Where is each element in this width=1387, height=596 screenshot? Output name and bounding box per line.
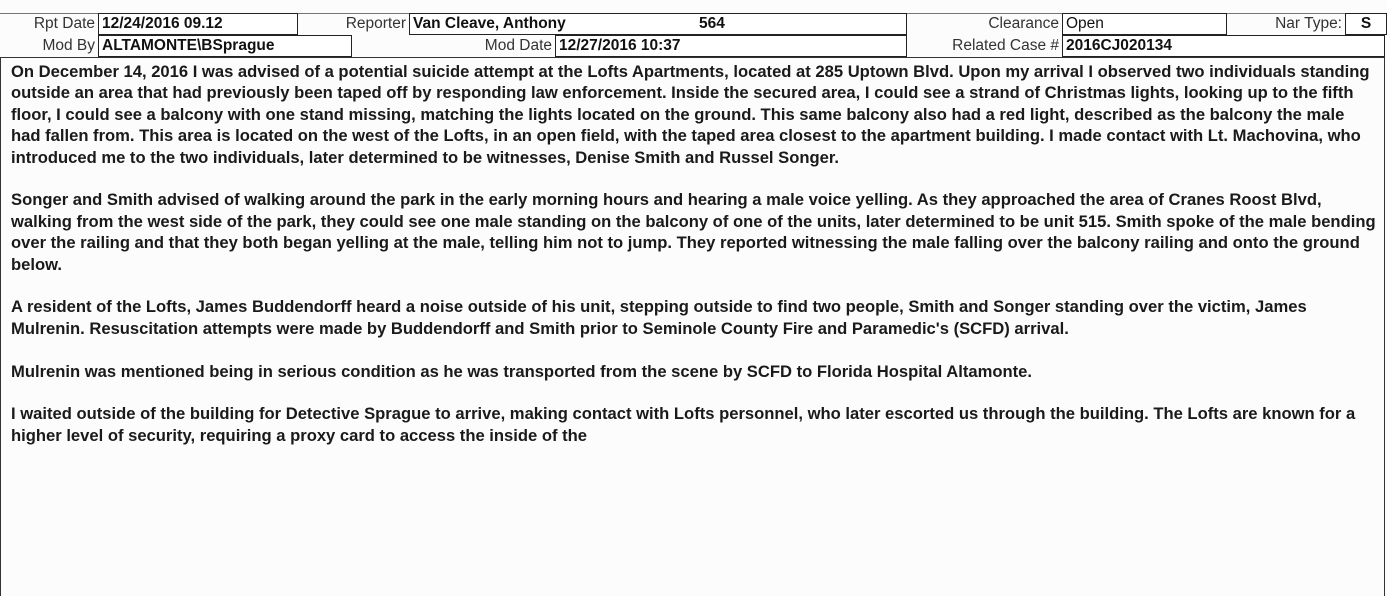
reporter-label: Reporter bbox=[345, 15, 406, 32]
narrative-text-box bbox=[0, 57, 1385, 596]
reporter-field bbox=[409, 13, 907, 35]
nar-type-label: Nar Type: bbox=[1275, 15, 1342, 32]
narrative-paragraph: Mulrenin was mentioned being in serious condition as he was transported from the scene by SCFD to Florida Hospital Altamonte. bbox=[11, 361, 1032, 381]
rpt-date-label: Rpt Date bbox=[33, 15, 95, 32]
mod-by-label: Mod By bbox=[42, 37, 95, 54]
mod-by-field: ALTAMONTE\BSprague bbox=[98, 35, 352, 57]
mod-date-label: Mod Date bbox=[484, 37, 552, 54]
reporter-id: 564 bbox=[699, 15, 725, 32]
narrative-paragraph: On December 14, 2016 I was advised of a potential suicide attempt at the Lofts Apartments, located at 285 Uptown Blvd. Upon my arrival I observed two individuals standing outside an area that had previously been taped off by responding law enforcement. Inside the secured area, I could see a strand of Christmas lights, looking up to the fifth floor, I could see a balcony with one stand missing, matching the lights located on the ground. This same balcony also had a red light, described as the balcony the male had fallen from. This area is located on the west of the Lofts, in an open field, with the taped area closest to the apartment building. I made contact with Lt. Machovina, who introduced me to the two individuals, later determined to be witnesses, Denise Smith and Russel Songer. bbox=[11, 62, 1370, 167]
mod-date-field: 12/27/2016 10:37 bbox=[555, 35, 907, 57]
narrative-paragraph: I waited outside of the building for Detective Sprague to arrive, making contact with Lofts personnel, who later escorted us through the building. The Lofts are known for a higher level of security, requiring a proxy card to access the inside of the bbox=[11, 404, 1356, 445]
clearance-field: Open bbox=[1062, 13, 1227, 35]
top-edge bbox=[0, 0, 1387, 14]
reporter-name: Van Cleave, Anthony bbox=[413, 15, 566, 32]
related-case-field: 2016CJ020134 bbox=[1062, 35, 1385, 57]
clearance-label: Clearance bbox=[988, 15, 1059, 32]
related-case-label: Related Case # bbox=[952, 37, 1059, 54]
nar-type-field: S bbox=[1345, 13, 1387, 35]
narrative-paragraph: A resident of the Lofts, James Buddendorff heard a noise outside of his unit, stepping outside to find two people, Smith and Songer standing over the victim, James Mulrenin. Resuscitation attempts were made by Buddendorff and Smith prior to Seminole County Fire and Paramedic's (SCFD) arrival. bbox=[11, 297, 1307, 338]
header-row-2 bbox=[0, 35, 1385, 57]
header-row-1 bbox=[0, 13, 1387, 35]
narrative-paragraph: Songer and Smith advised of walking around the park in the early morning hours and hearing a male voice yelling. As they approached the area of Cranes Roost Blvd, walking from the west side of the park, they could see one male standing on the balcony of one of the units, later determined to be unit 515. Smith spoke of the male bending over the railing and that they both began yelling at the male, telling him not to jump. They reported witnessing the male falling over the balcony railing and onto the ground below. bbox=[11, 190, 1376, 274]
rpt-date-field: 12/24/2016 09.12 bbox=[98, 13, 298, 35]
